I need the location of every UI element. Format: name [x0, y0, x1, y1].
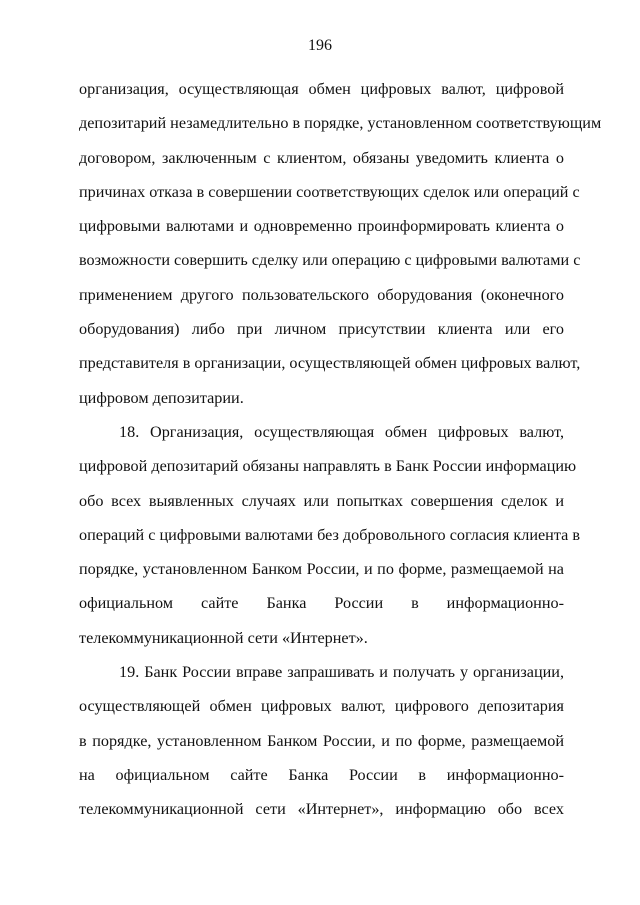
text-line: депозитарий незамедлительно в порядке, установленном соответствующим: [79, 114, 602, 133]
text-line: цифровом депозитарии.: [79, 388, 244, 407]
text-line: 18. Организация, осуществляющая обмен цифровых валют,: [119, 422, 564, 441]
text-line: возможности совершить сделку или операцию с цифровыми валютами с: [79, 251, 581, 270]
body-text: [79, 72, 602, 827]
text-line: причинах отказа в совершении соответствующих сделок или операций с: [79, 182, 580, 201]
text-line: порядке, установленном Банком России, и по форме, размещаемой на: [79, 560, 564, 579]
text-line: представителя в организации, осуществляющей обмен цифровых валют,: [79, 354, 581, 373]
text-line: осуществляющей обмен цифровых валют, цифрового депозитария: [79, 697, 564, 716]
page-number: 196: [308, 37, 332, 54]
text-line: в порядке, установленном Банком России, и по форме, размещаемой: [79, 731, 564, 750]
text-line: телекоммуникационной сети «Интернет», информацию обо всех: [79, 800, 564, 819]
text-line: цифровыми валютами и одновременно проинформировать клиента о: [79, 217, 564, 236]
text-line: на официальном сайте Банка России в информационно-: [79, 765, 564, 784]
text-line: оборудования) либо при личном присутствии клиента или его: [79, 320, 564, 339]
text-line: обо всех выявленных случаях или попытках совершения сделок и: [79, 491, 564, 510]
text-line: 19. Банк России вправе запрашивать и получать у организации,: [119, 663, 564, 682]
text-line: организация, осуществляющая обмен цифровых валют, цифровой: [79, 80, 564, 98]
text-line: операций с цифровыми валютами без добровольного согласия клиента в: [79, 525, 580, 544]
text-line: телекоммуникационной сети «Интернет».: [79, 628, 368, 647]
text-line: договором, заключенным с клиентом, обязаны уведомить клиента о: [79, 148, 564, 167]
text-line: официальном сайте Банка России в информационно-: [79, 594, 564, 613]
text-line: применением другого пользовательского оборудования (оконечного: [79, 285, 564, 304]
text-line: цифровой депозитарий обязаны направлять в Банк России информацию: [79, 457, 577, 476]
